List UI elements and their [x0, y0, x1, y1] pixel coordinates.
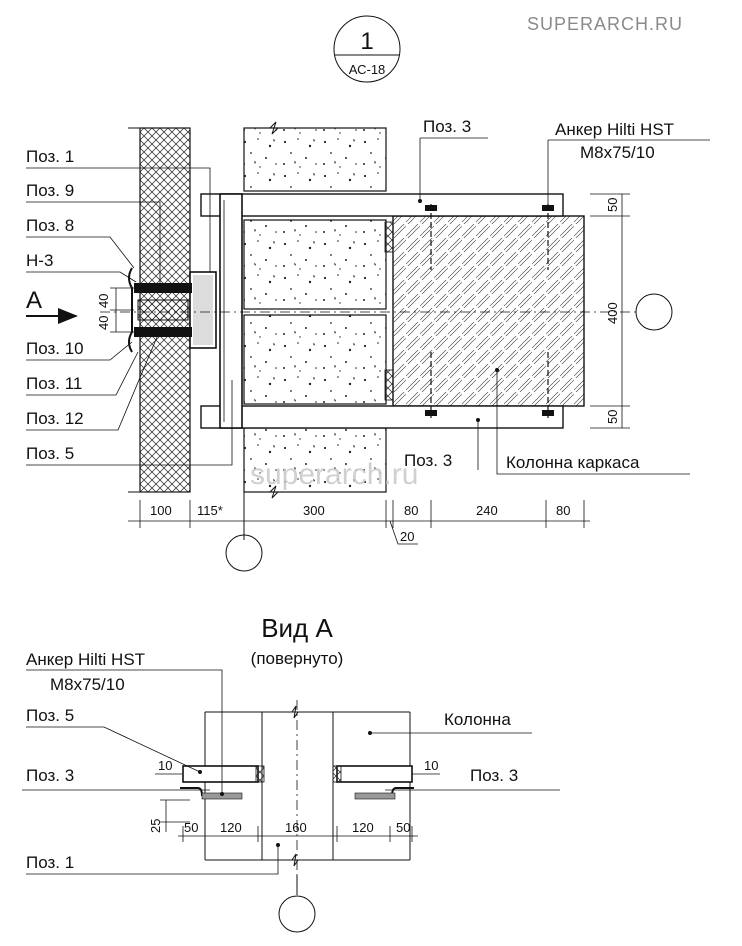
- va-label-anchor-1: Анкер Hilti HST: [26, 650, 146, 669]
- watermark-center: superarch.ru: [250, 458, 419, 491]
- label-poz5: Поз. 5: [26, 444, 75, 463]
- label-n3: Н-3: [26, 251, 54, 270]
- va-label-poz5: Поз. 5: [26, 706, 75, 725]
- va-dim-10-right: 10: [424, 758, 439, 773]
- dim-bottom-80a: 80: [404, 503, 419, 518]
- dim-right-50b: 50: [605, 409, 620, 424]
- view-a-plate-right: [337, 766, 412, 782]
- va-label-poz3-left: Поз. 3: [26, 766, 75, 785]
- label-poz3-top: Поз. 3: [423, 117, 472, 136]
- label-anchor-top-1: Анкер Hilti HST: [555, 120, 675, 139]
- va-dim-160: 160: [285, 820, 307, 835]
- dim-bottom-240: 240: [476, 503, 498, 518]
- va-dim-50a: 50: [184, 820, 199, 835]
- dim-bottom-300: 300: [303, 503, 325, 518]
- label-poz8: Поз. 8: [26, 216, 75, 235]
- va-label-column: Колонна: [444, 710, 511, 729]
- label-anchor-top-2: M8x75/10: [580, 143, 655, 162]
- dim-bottom-115: 115*: [197, 503, 223, 518]
- section-mark: [334, 16, 400, 82]
- frame-column: [393, 216, 584, 406]
- label-poz12: Поз. 12: [26, 409, 84, 428]
- view-a-arrow-label: А: [26, 287, 43, 314]
- va-dim-120b: 120: [352, 820, 374, 835]
- view-a: [22, 613, 560, 932]
- watermark-top: SUPERARCH.RU: [527, 14, 684, 34]
- label-poz11: Поз. 11: [26, 374, 83, 393]
- va-label-poz1: Поз. 1: [26, 853, 75, 872]
- fixing-upper: [134, 283, 192, 293]
- view-a-title: Вид А: [261, 613, 333, 643]
- dim-bottom-20: 20: [400, 529, 415, 544]
- axis-marker-right: [636, 294, 672, 330]
- label-poz1: Поз. 1: [26, 147, 75, 166]
- va-label-poz3-right: Поз. 3: [470, 766, 519, 785]
- masonry-block-mid1: [244, 220, 386, 309]
- va-dim-10-left: 10: [158, 758, 173, 773]
- label-poz3-bottom: Поз. 3: [404, 451, 453, 470]
- section-mark-number: 1: [360, 28, 374, 55]
- dim-right-50a: 50: [605, 197, 620, 212]
- dim-left-40b: 40: [96, 315, 111, 330]
- view-a-subtitle: (повернуто): [250, 649, 344, 668]
- axis-marker-bottom: [226, 535, 262, 571]
- top-view: [26, 117, 710, 571]
- section-mark-sheet: АС-18: [348, 62, 386, 77]
- steel-plate-bottom: [201, 406, 563, 428]
- label-poz9: Поз. 9: [26, 181, 75, 200]
- va-dim-25: 25: [148, 818, 163, 833]
- va-axis-marker: [279, 896, 315, 932]
- masonry-block-top: [244, 128, 386, 191]
- channel-poz5: [220, 194, 242, 428]
- va-label-anchor-2: M8x75/10: [50, 675, 125, 694]
- view-a-plate-left: [183, 766, 258, 782]
- dim-right-400: 400: [605, 302, 620, 324]
- fixing-lower: [134, 327, 192, 337]
- dim-bottom-100: 100: [150, 503, 172, 518]
- label-column-frame: Колонна каркаса: [506, 453, 640, 472]
- va-dim-120a: 120: [220, 820, 242, 835]
- steel-plate-top: [201, 194, 563, 216]
- dim-bottom-80b: 80: [556, 503, 571, 518]
- label-poz10: Поз. 10: [26, 339, 84, 358]
- va-dim-50b: 50: [396, 820, 411, 835]
- dim-left-40a: 40: [96, 293, 111, 308]
- masonry-block-mid2: [244, 315, 386, 404]
